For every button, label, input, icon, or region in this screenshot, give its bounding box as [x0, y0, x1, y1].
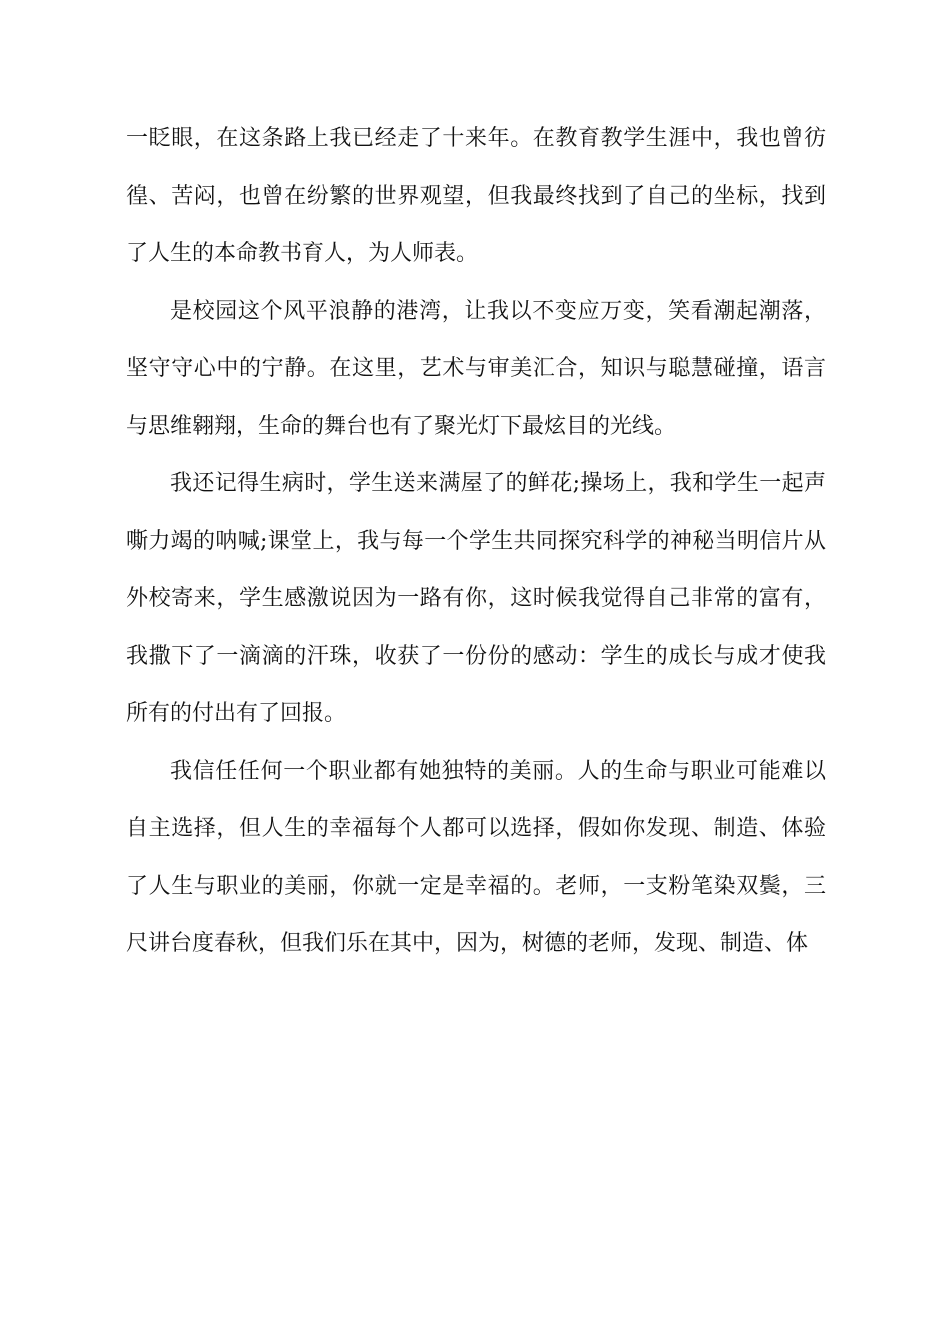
paragraph-2: 是校园这个风平浪静的港湾，让我以不变应万变，笑看潮起潮落，坚守守心中的宁静。在这里，艺术与审美汇合，知识与聪慧碰撞，语言与思维翱翔，生命的舞台也有了聚光灯下最炫目的光线。 — [126, 298, 826, 439]
paragraph-1: 一眨眼，在这条路上我已经走了十来年。在教育教学生涯中，我也曾彷徨、苦闷，也曾在纷繁的世界观望，但我最终找到了自己的坐标，找到了人生的本命教书育人，为人师表。 — [126, 126, 826, 266]
document-body — [126, 110, 826, 973]
paragraph-3: 我还记得生病时，学生送来满屋了的鲜花;操场上，我和学生一起声嘶力竭的呐喊;课堂上，我与每一个学生共同探究科学的神秘当明信片从外校寄来，学生感激说因为一路有你，这时候我觉得自己非常的富有，我撒下了一滴滴的汗珠，收获了一份份的感动：学生的成长与成才使我所有的付出有了回报。 — [126, 471, 826, 726]
paragraph-4: 我信任任何一个职业都有她独特的美丽。人的生命与职业可能难以自主选择，但人生的幸福每个人都可以选择，假如你发现、制造、体验了人生与职业的美丽，你就一定是幸福的。老师，一支粉笔染双鬓，三尺讲台度春秋，但我们乐在其中，因为，树德的老师，发现、制造、体 — [126, 758, 826, 956]
